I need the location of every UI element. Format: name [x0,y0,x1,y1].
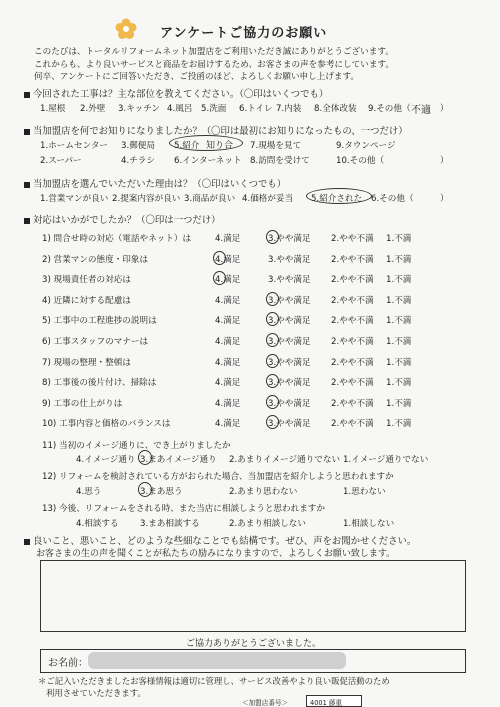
satisfaction-option[interactable]: 3.やや満足 [268,419,311,429]
q2-option[interactable]: 2.スーパー [40,156,82,166]
satisfaction-option[interactable]: 4.満足 [215,296,241,306]
satisfaction-row-label: 3) 現場責任者の対応は [42,275,131,285]
q3-option[interactable]: 2.提案内容が良い [112,194,181,204]
q3-option-close: ） [440,194,449,204]
satisfaction-option[interactable]: 4.満足 [215,255,241,265]
q2-option[interactable]: 5.紹介 [174,141,200,151]
satisfaction-option[interactable]: 2.やや不満 [331,234,374,244]
q13-option[interactable]: 2.あまり相談しない [229,519,306,529]
answer-circle-mark [169,135,243,151]
q1-handwritten-answer: 不適 [411,105,431,116]
satisfaction-option[interactable]: 2.やや不満 [331,337,374,347]
q12-option[interactable]: 4.思う [76,487,102,497]
q1-option[interactable]: 1.屋根 [40,104,66,114]
satisfaction-option[interactable]: 4.満足 [215,419,241,429]
q14-label-text: 良いこと、悪いこと、どのような些細なことでも結構です。ぜひ、声をお聞かせください。 [33,536,417,547]
satisfaction-option[interactable]: 3.やや満足 [268,316,311,326]
q11-option[interactable]: 1.イメージ通りでない [343,455,429,465]
satisfaction-option[interactable]: 2.やや不満 [331,255,374,265]
satisfaction-option[interactable]: 1.不満 [386,399,412,409]
answer-circle-mark [266,374,279,388]
q3-option[interactable]: 5.紹介された [311,194,363,204]
q1-option[interactable]: 3.キッチン [118,104,160,114]
q1-option[interactable]: 9.その他（ [368,104,411,114]
q11-option[interactable]: 2.あまりイメージ通りでない [229,455,341,465]
satisfaction-option[interactable]: 1.不満 [386,378,412,388]
satisfaction-option[interactable]: 1.不満 [386,358,412,368]
q3-label [24,176,286,190]
intro-line: このたびは、トータルリフォームネット加盟店をご利用いただき誠にありがとうございます。 [34,47,394,57]
q13-option[interactable]: 3.まあ相談する [140,519,200,529]
q1-option[interactable]: 4.風呂 [167,104,193,114]
member-number-value: 4001 藤重 [310,699,343,707]
q2-option[interactable]: 6.インターネット [174,156,242,166]
satisfaction-option[interactable]: 3.やや満足 [268,255,311,265]
q2-option[interactable]: 9.タウンページ [336,141,396,151]
q1-option[interactable]: 6.トイレ [239,104,273,114]
satisfaction-option[interactable]: 4.満足 [215,378,241,388]
q3-option[interactable]: 6.その他（ [371,194,414,204]
q3-option[interactable]: 3.商品が良い [184,194,236,204]
q13-option[interactable]: 4.相談する [76,519,119,529]
answer-circle-mark [266,333,279,347]
bullet-icon [24,129,30,135]
q2-option-close: ） [440,156,449,166]
satisfaction-row-label: 2) 営業マンの態度・印象は [42,255,149,265]
satisfaction-row-label: 4) 近隣に対する配慮は [42,296,131,306]
q13-option[interactable]: 1.相談しない [343,519,395,529]
satisfaction-option[interactable]: 4.満足 [215,275,241,285]
q1-option[interactable]: 7.内装 [276,104,302,114]
satisfaction-option[interactable]: 3.やや満足 [268,337,311,347]
q13-label: 13) 今後、リフォームをされる時、また当店に相談しようと思われますか [42,504,325,514]
satisfaction-option[interactable]: 2.やや不満 [331,275,374,285]
satisfaction-option[interactable]: 2.やや不満 [331,399,374,409]
answer-circle-mark [306,188,372,204]
intro-line: 何卒、アンケートにご回答いただき、ご投函のほど、よろしくお願い申し上げます。 [34,72,360,82]
satisfaction-option[interactable]: 4.満足 [215,234,241,244]
answer-circle-mark [266,312,279,326]
q2-option[interactable]: 4.チラシ [121,156,155,166]
satisfaction-row-label: 10) 工事内容と価格のバランスは [42,419,171,429]
satisfaction-option[interactable]: 2.やや不満 [331,296,374,306]
survey-title: アンケートご協力のお願い [160,26,328,41]
satisfaction-option[interactable]: 3.やや満足 [268,234,311,244]
q11-option[interactable]: 3.まあイメージ通り [140,455,217,465]
satisfaction-option[interactable]: 1.不満 [386,296,412,306]
q12-option[interactable]: 2.あまり思わない [229,487,298,497]
q3-option[interactable]: 1.営業マンが良い [40,194,109,204]
satisfaction-option[interactable]: 2.やや不満 [331,378,374,388]
q4-label-text: 対応はいかがでしたか？（〇印は一つだけ） [33,215,221,226]
q1-option[interactable]: 8.全体改装 [314,104,357,114]
satisfaction-row-label: 9) 工事の仕上がりは [42,399,123,409]
satisfaction-option[interactable]: 3.やや満足 [268,296,311,306]
member-number-label: ＜加盟店番号＞ [242,699,289,707]
satisfaction-option[interactable]: 4.満足 [215,399,241,409]
satisfaction-option[interactable]: 4.満足 [215,316,241,326]
name-label: お名前： [48,658,88,669]
q1-label [24,86,328,100]
q2-option[interactable]: 3.郵便局 [121,141,155,151]
q1-option[interactable]: 2.外壁 [80,104,106,114]
satisfaction-option[interactable]: 1.不満 [386,316,412,326]
satisfaction-option[interactable]: 1.不満 [386,337,412,347]
answer-circle-mark [266,292,279,306]
intro-text [34,46,394,84]
answer-circle-mark [266,354,279,368]
q2-option[interactable]: 1.ホームセンター [40,141,109,151]
satisfaction-row-label: 5) 工事中の工程進捗の説明は [42,316,157,326]
satisfaction-option[interactable]: 2.やや不満 [331,419,374,429]
comment-box[interactable] [40,560,466,632]
q1-option-close: ） [440,104,449,114]
q3-option[interactable]: 4.価格が妥当 [242,194,294,204]
satisfaction-option[interactable]: 1.不満 [386,255,412,265]
satisfaction-option[interactable]: 4.満足 [215,337,241,347]
answer-circle-mark [266,230,279,244]
bullet-icon [24,182,30,188]
q12-label: 12) リフォームを検討されている方がおられた場合、当加盟店を紹介しようと思われますか [42,472,394,482]
q14-label [24,533,416,547]
q2-option[interactable]: 7.現場を見て [250,141,302,151]
satisfaction-option[interactable]: 3.やや満足 [268,399,311,409]
q4-label [24,212,221,226]
satisfaction-row-label: 7) 現場の整理・整頓は [42,358,131,368]
bullet-icon [24,539,30,545]
answer-circle-mark [213,271,226,285]
satisfaction-option[interactable]: 1.不満 [386,234,412,244]
redacted-name [88,652,346,669]
flower-icon [115,18,137,40]
answer-circle-mark [266,415,279,429]
q12-option[interactable]: 3.まあ思う [140,487,183,497]
bullet-icon [24,92,30,98]
satisfaction-option[interactable]: 3.やや満足 [268,275,311,285]
q2-label-text: 当加盟店を何でお知りになりましたか？（〇印は最初にお知りになったもの、一つだけ） [33,126,408,137]
satisfaction-option[interactable]: 1.不満 [386,419,412,429]
satisfaction-option[interactable]: 1.不満 [386,275,412,285]
satisfaction-row-label: 8) 工事後の後片付け、掃除は [42,378,157,388]
satisfaction-row-label: 6) 工事スタッフのマナーは [42,337,149,347]
q14-sub: お客さまの生の声を聞くことが私たちの励みになりますので、よろしくお願い致します。 [36,549,396,559]
satisfaction-option[interactable]: 2.やや不満 [331,316,374,326]
answer-circle-mark [213,251,226,265]
bullet-icon [24,218,30,224]
q3-label-text: 当加盟店を選んでいただいた理由は？（〇印はいくつでも） [33,179,287,190]
answer-circle-mark [266,395,279,409]
q2-option[interactable]: 8.訪問を受けて [250,156,310,166]
q11-label: 11) 当初のイメージ通りに、でき上がりましたか [42,441,231,451]
satisfaction-option[interactable]: 3.やや満足 [268,358,311,368]
answer-circle-mark [138,482,152,497]
footer-line: ＊ご記入いただきましたお客様情報は適切に管理し、サービス改善やより良い販促活動のため [38,676,390,686]
satisfaction-option[interactable]: 2.やや不満 [331,358,374,368]
q1-option[interactable]: 5.洗面 [201,104,227,114]
thanks-text: ご協力ありがとうございました。 [186,639,322,649]
satisfaction-option[interactable]: 3.やや満足 [268,378,311,388]
q2-option[interactable]: 10.その他（ [336,156,385,166]
q1-label-text: 今回された工事は？主な部位を教えてください。（〇印はいくつでも） [33,89,329,100]
satisfaction-option[interactable]: 4.満足 [215,358,241,368]
q2-handwritten-answer: 知り合 [206,141,234,151]
q11-option[interactable]: 4.イメージ通り [76,455,136,465]
intro-line: これからも、より良いサービスと商品をお届けするため、お客さまの声を参考にしています。 [34,59,394,70]
answer-circle-mark [138,450,152,465]
satisfaction-row-label: 1) 問合せ時の対応（電話やネット）は [42,234,192,244]
q12-option[interactable]: 1.思わない [343,487,386,497]
footer-line: 利用させていただきます。 [46,688,146,698]
